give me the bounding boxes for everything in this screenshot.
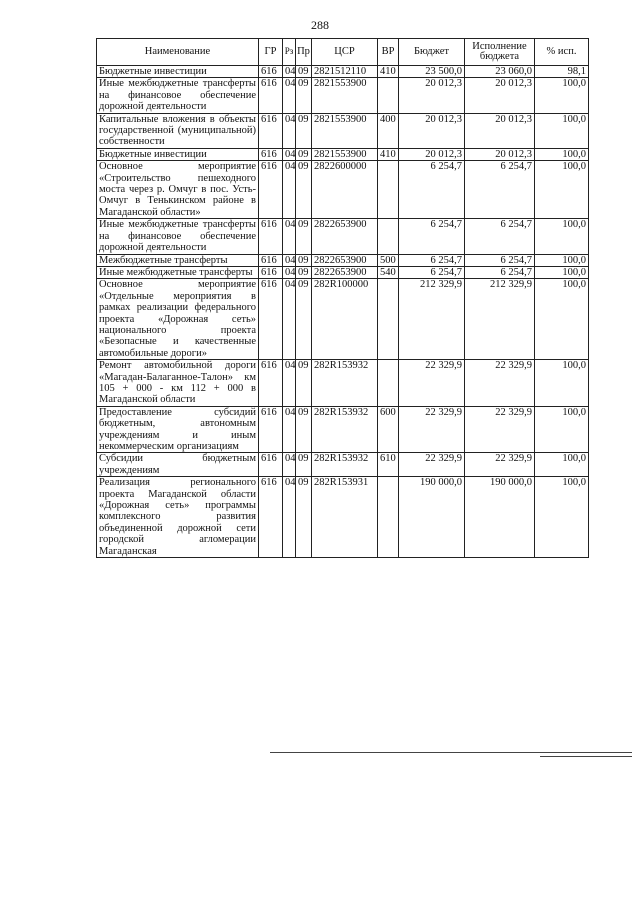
cell-rz: 04 bbox=[283, 266, 296, 278]
cell-gr: 616 bbox=[259, 266, 283, 278]
table-row bbox=[97, 78, 589, 113]
cell-budget: 23 500,0 bbox=[399, 66, 465, 78]
cell-csr: 2821553900 bbox=[312, 78, 378, 113]
table-row bbox=[97, 266, 589, 278]
cell-gr: 616 bbox=[259, 113, 283, 148]
cell-vr bbox=[378, 279, 399, 360]
cell-vr: 610 bbox=[378, 453, 399, 477]
cell-gr: 616 bbox=[259, 360, 283, 407]
cell-pr: 09 bbox=[296, 279, 312, 360]
table-row bbox=[97, 148, 589, 160]
cell-vr bbox=[378, 360, 399, 407]
cell-csr: 282R153931 bbox=[312, 477, 378, 558]
cell-budget: 20 012,3 bbox=[399, 78, 465, 113]
table-header-row bbox=[97, 39, 589, 66]
cell-name: Основное мероприятие «Строительство пешеходного моста через р. Омчуг в пос. Усть-Омчуг в Тенькинском районе в Магаданской области» bbox=[97, 161, 259, 219]
cell-pr: 09 bbox=[296, 148, 312, 160]
cell-name: Субсидии бюджетным учреждениям bbox=[97, 453, 259, 477]
cell-execution: 190 000,0 bbox=[465, 477, 535, 558]
footer-rule bbox=[270, 752, 632, 753]
cell-pct: 100,0 bbox=[535, 453, 589, 477]
cell-rz: 04 bbox=[283, 360, 296, 407]
header-rz: Рз bbox=[283, 39, 296, 66]
cell-name: Иные межбюджетные трансферты bbox=[97, 266, 259, 278]
header-name: Наименование bbox=[97, 39, 259, 66]
cell-budget: 6 254,7 bbox=[399, 219, 465, 254]
cell-name: Реализация регионального проекта Магаданской области «Дорожная сеть» программы комплексного развития объединенной дорожной сети городской агломерации Магаданская bbox=[97, 477, 259, 558]
cell-vr: 600 bbox=[378, 406, 399, 453]
cell-budget: 6 254,7 bbox=[399, 254, 465, 266]
cell-budget: 190 000,0 bbox=[399, 477, 465, 558]
cell-gr: 616 bbox=[259, 453, 283, 477]
cell-rz: 04 bbox=[283, 453, 296, 477]
cell-pr: 09 bbox=[296, 161, 312, 219]
cell-pct: 100,0 bbox=[535, 219, 589, 254]
cell-pct: 98,1 bbox=[535, 66, 589, 78]
cell-vr: 540 bbox=[378, 266, 399, 278]
cell-pr: 09 bbox=[296, 254, 312, 266]
cell-execution: 6 254,7 bbox=[465, 161, 535, 219]
cell-csr: 2822653900 bbox=[312, 266, 378, 278]
cell-rz: 04 bbox=[283, 78, 296, 113]
table-row bbox=[97, 219, 589, 254]
cell-budget: 22 329,9 bbox=[399, 406, 465, 453]
footer-rule-short bbox=[540, 756, 632, 757]
cell-execution: 20 012,3 bbox=[465, 113, 535, 148]
cell-execution: 6 254,7 bbox=[465, 254, 535, 266]
cell-execution: 23 060,0 bbox=[465, 66, 535, 78]
cell-vr bbox=[378, 161, 399, 219]
cell-rz: 04 bbox=[283, 406, 296, 453]
cell-pct: 100,0 bbox=[535, 113, 589, 148]
cell-vr bbox=[378, 78, 399, 113]
page-number: 288 bbox=[311, 18, 329, 32]
table-row bbox=[97, 279, 589, 360]
cell-csr: 282R100000 bbox=[312, 279, 378, 360]
cell-vr: 400 bbox=[378, 113, 399, 148]
header-pct: % исп. bbox=[535, 39, 589, 66]
cell-gr: 616 bbox=[259, 254, 283, 266]
cell-execution: 20 012,3 bbox=[465, 148, 535, 160]
cell-vr: 410 bbox=[378, 148, 399, 160]
cell-execution: 22 329,9 bbox=[465, 406, 535, 453]
cell-budget: 6 254,7 bbox=[399, 266, 465, 278]
table-row bbox=[97, 453, 589, 477]
cell-name: Предоставление субсидий бюджетным, автономным учреждениям и иным некоммерческим организациям bbox=[97, 406, 259, 453]
table-row bbox=[97, 113, 589, 148]
cell-csr: 2821553900 bbox=[312, 113, 378, 148]
table-row bbox=[97, 161, 589, 219]
cell-vr bbox=[378, 477, 399, 558]
table-row bbox=[97, 477, 589, 558]
cell-vr: 410 bbox=[378, 66, 399, 78]
cell-rz: 04 bbox=[283, 66, 296, 78]
cell-execution: 22 329,9 bbox=[465, 453, 535, 477]
cell-rz: 04 bbox=[283, 161, 296, 219]
cell-csr: 282R153932 bbox=[312, 360, 378, 407]
header-csr: ЦСР bbox=[312, 39, 378, 66]
cell-gr: 616 bbox=[259, 406, 283, 453]
cell-rz: 04 bbox=[283, 113, 296, 148]
cell-csr: 2822653900 bbox=[312, 254, 378, 266]
cell-name: Иные межбюджетные трансферты на финансовое обеспечение дорожной деятельности bbox=[97, 219, 259, 254]
cell-name: Межбюджетные трансферты bbox=[97, 254, 259, 266]
cell-gr: 616 bbox=[259, 219, 283, 254]
cell-csr: 2821512110 bbox=[312, 66, 378, 78]
cell-gr: 616 bbox=[259, 279, 283, 360]
cell-csr: 2822653900 bbox=[312, 219, 378, 254]
cell-pr: 09 bbox=[296, 477, 312, 558]
cell-name: Бюджетные инвестиции bbox=[97, 148, 259, 160]
cell-gr: 616 bbox=[259, 148, 283, 160]
header-budget: Бюджет bbox=[399, 39, 465, 66]
cell-pct: 100,0 bbox=[535, 254, 589, 266]
cell-gr: 616 bbox=[259, 66, 283, 78]
table-row bbox=[97, 254, 589, 266]
header-vr: ВР bbox=[378, 39, 399, 66]
cell-pct: 100,0 bbox=[535, 279, 589, 360]
cell-pr: 09 bbox=[296, 113, 312, 148]
cell-csr: 282R153932 bbox=[312, 453, 378, 477]
cell-name: Ремонт автомобильной дороги «Магадан-Балаганное-Талон» км 105 + 000 - км 112 + 000 в Магаданской области bbox=[97, 360, 259, 407]
cell-pr: 09 bbox=[296, 78, 312, 113]
cell-execution: 212 329,9 bbox=[465, 279, 535, 360]
cell-budget: 20 012,3 bbox=[399, 113, 465, 148]
cell-pct: 100,0 bbox=[535, 148, 589, 160]
cell-execution: 6 254,7 bbox=[465, 219, 535, 254]
cell-budget: 6 254,7 bbox=[399, 161, 465, 219]
cell-csr: 282R153932 bbox=[312, 406, 378, 453]
cell-csr: 2822600000 bbox=[312, 161, 378, 219]
cell-vr bbox=[378, 219, 399, 254]
cell-gr: 616 bbox=[259, 161, 283, 219]
cell-pct: 100,0 bbox=[535, 266, 589, 278]
cell-name: Капитальные вложения в объекты государственной (муниципальной) собственности bbox=[97, 113, 259, 148]
cell-pr: 09 bbox=[296, 219, 312, 254]
cell-pr: 09 bbox=[296, 406, 312, 453]
table-row bbox=[97, 66, 589, 78]
header-execution: Исполнение бюджета bbox=[465, 39, 535, 66]
header-gr: ГР bbox=[259, 39, 283, 66]
cell-pr: 09 bbox=[296, 453, 312, 477]
cell-pct: 100,0 bbox=[535, 161, 589, 219]
cell-rz: 04 bbox=[283, 148, 296, 160]
cell-name: Бюджетные инвестиции bbox=[97, 66, 259, 78]
cell-rz: 04 bbox=[283, 477, 296, 558]
cell-gr: 616 bbox=[259, 78, 283, 113]
cell-pct: 100,0 bbox=[535, 406, 589, 453]
table-row bbox=[97, 406, 589, 453]
cell-pct: 100,0 bbox=[535, 477, 589, 558]
cell-budget: 22 329,9 bbox=[399, 360, 465, 407]
cell-rz: 04 bbox=[283, 219, 296, 254]
budget-table bbox=[96, 38, 589, 558]
cell-pr: 09 bbox=[296, 360, 312, 407]
cell-execution: 6 254,7 bbox=[465, 266, 535, 278]
table-body bbox=[97, 66, 589, 558]
cell-execution: 20 012,3 bbox=[465, 78, 535, 113]
cell-execution: 22 329,9 bbox=[465, 360, 535, 407]
cell-pr: 09 bbox=[296, 66, 312, 78]
cell-budget: 22 329,9 bbox=[399, 453, 465, 477]
cell-csr: 2821553900 bbox=[312, 148, 378, 160]
cell-rz: 04 bbox=[283, 279, 296, 360]
cell-gr: 616 bbox=[259, 477, 283, 558]
cell-pr: 09 bbox=[296, 266, 312, 278]
cell-vr: 500 bbox=[378, 254, 399, 266]
cell-pct: 100,0 bbox=[535, 78, 589, 113]
header-pr: Пр bbox=[296, 39, 312, 66]
cell-budget: 212 329,9 bbox=[399, 279, 465, 360]
cell-name: Иные межбюджетные трансферты на финансовое обеспечение дорожной деятельности bbox=[97, 78, 259, 113]
table-row bbox=[97, 360, 589, 407]
cell-rz: 04 bbox=[283, 254, 296, 266]
cell-name: Основное мероприятие «Отдельные мероприятия в рамках реализации федерального проекта «Дорожная сеть» национального проекта «Безопасные и качественные автомобильные дороги» bbox=[97, 279, 259, 360]
cell-pct: 100,0 bbox=[535, 360, 589, 407]
cell-budget: 20 012,3 bbox=[399, 148, 465, 160]
